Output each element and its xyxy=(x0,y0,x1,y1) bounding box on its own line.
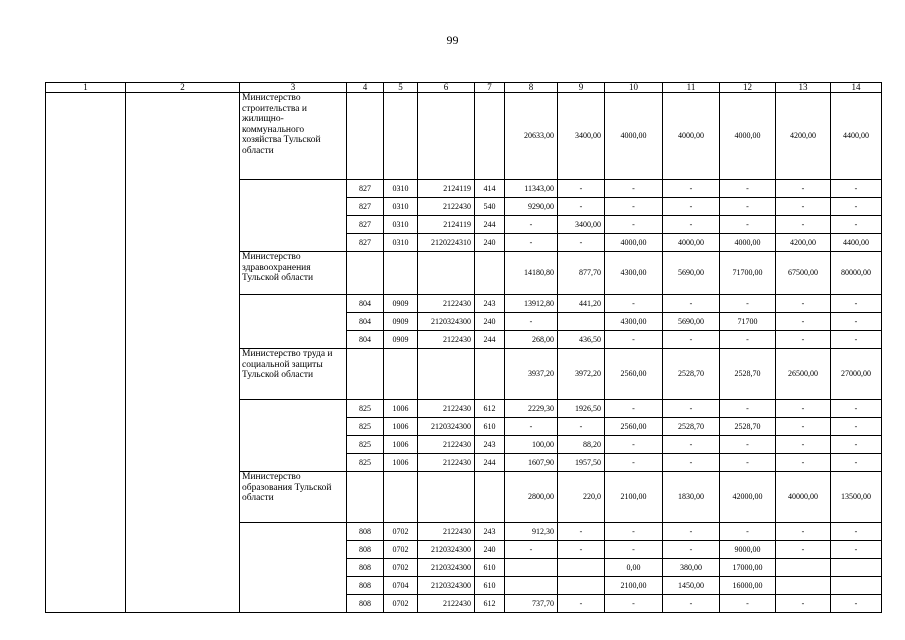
total-amount-cell: 4200,00 xyxy=(776,93,831,180)
amount-cell: 4000,00 xyxy=(720,234,776,252)
department-code: 825 xyxy=(347,400,384,418)
target-code: 2122430 xyxy=(418,198,475,216)
empty-code-cell xyxy=(384,252,418,295)
section-code: 0310 xyxy=(384,198,418,216)
target-code: 2124119 xyxy=(418,216,475,234)
amount-cell: - xyxy=(663,216,720,234)
amount-cell: - xyxy=(776,331,831,349)
empty-code-cell xyxy=(475,349,505,400)
section-code: 0702 xyxy=(384,559,418,577)
budget-table xyxy=(45,82,882,613)
amount-cell: 4300,00 xyxy=(605,313,663,331)
expense-type-code: 610 xyxy=(475,559,505,577)
target-code: 2122430 xyxy=(418,595,475,613)
column-number-cell: 12 xyxy=(720,83,776,93)
amount-cell: - xyxy=(720,436,776,454)
column-3-empty-cell xyxy=(240,523,347,613)
amount-cell: 3400,00 xyxy=(558,216,605,234)
amount-cell xyxy=(831,559,882,577)
amount-cell: - xyxy=(605,198,663,216)
amount-cell: 88,20 xyxy=(558,436,605,454)
empty-code-cell xyxy=(475,252,505,295)
department-code: 827 xyxy=(347,216,384,234)
page-number: 99 xyxy=(446,33,459,47)
total-amount-cell: 3400,00 xyxy=(558,93,605,180)
amount-cell: - xyxy=(831,541,882,559)
total-amount-cell: 26500,00 xyxy=(776,349,831,400)
section-code: 0310 xyxy=(384,180,418,198)
section-code: 0702 xyxy=(384,541,418,559)
expense-type-code: 240 xyxy=(475,234,505,252)
expense-type-code: 612 xyxy=(475,595,505,613)
section-code: 0909 xyxy=(384,313,418,331)
total-amount-cell: 40000,00 xyxy=(776,472,831,523)
column-number-cell: 9 xyxy=(558,83,605,93)
amount-cell: - xyxy=(663,541,720,559)
expense-type-code: 244 xyxy=(475,331,505,349)
amount-cell: - xyxy=(558,523,605,541)
column-3-empty-cell xyxy=(240,295,347,349)
expense-type-code: 610 xyxy=(475,418,505,436)
column-2-cell xyxy=(126,93,240,613)
amount-cell: - xyxy=(831,400,882,418)
amount-cell: - xyxy=(720,400,776,418)
amount-cell: - xyxy=(605,216,663,234)
total-amount-cell: 80000,00 xyxy=(831,252,882,295)
target-code: 2122430 xyxy=(418,523,475,541)
department-code: 825 xyxy=(347,436,384,454)
total-amount-cell: 27000,00 xyxy=(831,349,882,400)
amount-cell: - xyxy=(720,198,776,216)
column-number-cell: 4 xyxy=(347,83,384,93)
amount-cell: - xyxy=(505,216,558,234)
department-code: 808 xyxy=(347,523,384,541)
expense-type-code: 244 xyxy=(475,454,505,472)
section-code: 0702 xyxy=(384,595,418,613)
amount-cell: 16000,00 xyxy=(720,577,776,595)
amount-cell: - xyxy=(776,418,831,436)
total-amount-cell: 2528,70 xyxy=(720,349,776,400)
amount-cell: - xyxy=(776,595,831,613)
target-code: 2120324300 xyxy=(418,577,475,595)
total-amount-cell: 3937,20 xyxy=(505,349,558,400)
expense-type-code: 243 xyxy=(475,523,505,541)
section-code: 0704 xyxy=(384,577,418,595)
amount-cell: - xyxy=(720,180,776,198)
amount-cell: 912,30 xyxy=(505,523,558,541)
amount-cell: - xyxy=(831,454,882,472)
amount-cell: 436,50 xyxy=(558,331,605,349)
amount-cell: 4200,00 xyxy=(776,234,831,252)
expense-type-code: 240 xyxy=(475,541,505,559)
column-number-row xyxy=(46,83,882,93)
amount-cell: - xyxy=(605,523,663,541)
department-code: 827 xyxy=(347,198,384,216)
department-code: 808 xyxy=(347,541,384,559)
empty-code-cell xyxy=(418,252,475,295)
expense-type-code: 414 xyxy=(475,180,505,198)
ministry-name: Министерство здравоохранения Тульской области xyxy=(240,252,347,295)
amount-cell: 5690,00 xyxy=(663,313,720,331)
amount-cell: - xyxy=(831,295,882,313)
amount-cell: - xyxy=(720,595,776,613)
amount-cell: - xyxy=(720,523,776,541)
total-amount-cell: 67500,00 xyxy=(776,252,831,295)
amount-cell: - xyxy=(558,541,605,559)
ministry-total-row xyxy=(46,93,882,180)
column-3-empty-cell xyxy=(240,400,347,472)
amount-cell: 17000,00 xyxy=(720,559,776,577)
amount-cell: - xyxy=(605,454,663,472)
expense-type-code: 240 xyxy=(475,313,505,331)
amount-cell: - xyxy=(776,400,831,418)
amount-cell: - xyxy=(776,523,831,541)
empty-code-cell xyxy=(347,252,384,295)
empty-code-cell xyxy=(347,472,384,523)
target-code: 2122430 xyxy=(418,400,475,418)
section-code: 0310 xyxy=(384,216,418,234)
empty-code-cell xyxy=(384,349,418,400)
column-number-cell: 6 xyxy=(418,83,475,93)
empty-code-cell xyxy=(418,349,475,400)
empty-code-cell xyxy=(347,349,384,400)
amount-cell: - xyxy=(605,180,663,198)
amount-cell: - xyxy=(776,541,831,559)
column-number-cell: 11 xyxy=(663,83,720,93)
column-number-cell: 13 xyxy=(776,83,831,93)
expense-type-code: 610 xyxy=(475,577,505,595)
total-amount-cell: 2100,00 xyxy=(605,472,663,523)
amount-cell: 4000,00 xyxy=(663,234,720,252)
column-number-cell: 5 xyxy=(384,83,418,93)
amount-cell: 100,00 xyxy=(505,436,558,454)
amount-cell: - xyxy=(663,400,720,418)
department-code: 825 xyxy=(347,454,384,472)
amount-cell: - xyxy=(776,313,831,331)
column-number-cell: 2 xyxy=(126,83,240,93)
target-code: 2120224310 xyxy=(418,234,475,252)
empty-code-cell xyxy=(347,93,384,180)
department-code: 827 xyxy=(347,234,384,252)
amount-cell xyxy=(505,577,558,595)
target-code: 2120324300 xyxy=(418,541,475,559)
amount-cell: - xyxy=(605,331,663,349)
column-3-empty-cell xyxy=(240,180,347,252)
total-amount-cell: 877,70 xyxy=(558,252,605,295)
section-code: 1006 xyxy=(384,400,418,418)
department-code: 804 xyxy=(347,313,384,331)
amount-cell: - xyxy=(776,436,831,454)
expense-type-code: 243 xyxy=(475,295,505,313)
total-amount-cell: 2528,70 xyxy=(663,349,720,400)
amount-cell: - xyxy=(831,180,882,198)
ministry-name: Министерство труда и социальной защиты Тульской области xyxy=(240,349,347,400)
total-amount-cell: 13500,00 xyxy=(831,472,882,523)
amount-cell: - xyxy=(663,331,720,349)
total-amount-cell: 220,0 xyxy=(558,472,605,523)
empty-code-cell xyxy=(418,472,475,523)
amount-cell: - xyxy=(776,198,831,216)
empty-code-cell xyxy=(418,93,475,180)
amount-cell: - xyxy=(505,313,558,331)
total-amount-cell: 4000,00 xyxy=(663,93,720,180)
amount-cell: - xyxy=(831,331,882,349)
amount-cell: - xyxy=(663,595,720,613)
expense-type-code: 612 xyxy=(475,400,505,418)
department-code: 808 xyxy=(347,559,384,577)
amount-cell: - xyxy=(776,454,831,472)
amount-cell xyxy=(776,559,831,577)
section-code: 0909 xyxy=(384,295,418,313)
amount-cell: - xyxy=(720,331,776,349)
amount-cell: 1926,50 xyxy=(558,400,605,418)
section-code: 0909 xyxy=(384,331,418,349)
section-code: 1006 xyxy=(384,454,418,472)
empty-code-cell xyxy=(384,472,418,523)
amount-cell: 737,70 xyxy=(505,595,558,613)
amount-cell: - xyxy=(831,523,882,541)
total-amount-cell: 4000,00 xyxy=(605,93,663,180)
amount-cell: - xyxy=(663,523,720,541)
amount-cell: - xyxy=(558,595,605,613)
section-code: 1006 xyxy=(384,418,418,436)
total-amount-cell: 4300,00 xyxy=(605,252,663,295)
amount-cell: - xyxy=(505,541,558,559)
amount-cell: 11343,00 xyxy=(505,180,558,198)
amount-cell: 4400,00 xyxy=(831,234,882,252)
amount-cell: 1607,90 xyxy=(505,454,558,472)
expense-type-code: 243 xyxy=(475,436,505,454)
column-number-cell: 8 xyxy=(505,83,558,93)
target-code: 2122430 xyxy=(418,295,475,313)
amount-cell: 268,00 xyxy=(505,331,558,349)
empty-code-cell xyxy=(384,93,418,180)
amount-cell: - xyxy=(720,454,776,472)
section-code: 1006 xyxy=(384,436,418,454)
column-number-cell: 3 xyxy=(240,83,347,93)
amount-cell: - xyxy=(776,180,831,198)
amount-cell: - xyxy=(558,418,605,436)
empty-code-cell xyxy=(475,472,505,523)
target-code: 2124119 xyxy=(418,180,475,198)
amount-cell: - xyxy=(605,541,663,559)
amount-cell: - xyxy=(831,595,882,613)
target-code: 2120324300 xyxy=(418,313,475,331)
amount-cell: - xyxy=(605,295,663,313)
expense-type-code: 244 xyxy=(475,216,505,234)
total-amount-cell: 2800,00 xyxy=(505,472,558,523)
amount-cell: 0,00 xyxy=(605,559,663,577)
amount-cell: 2528,70 xyxy=(720,418,776,436)
amount-cell: - xyxy=(605,400,663,418)
amount-cell: 1450,00 xyxy=(663,577,720,595)
amount-cell: - xyxy=(663,180,720,198)
column-number-cell: 10 xyxy=(605,83,663,93)
amount-cell xyxy=(558,313,605,331)
amount-cell: - xyxy=(605,595,663,613)
amount-cell: - xyxy=(831,418,882,436)
amount-cell: - xyxy=(558,180,605,198)
expense-type-code: 540 xyxy=(475,198,505,216)
total-amount-cell: 2560,00 xyxy=(605,349,663,400)
total-amount-cell: 3972,20 xyxy=(558,349,605,400)
amount-cell: - xyxy=(720,216,776,234)
column-1-cell xyxy=(46,93,126,613)
target-code: 2122430 xyxy=(418,454,475,472)
target-code: 2120324300 xyxy=(418,418,475,436)
amount-cell: 2528,70 xyxy=(663,418,720,436)
total-amount-cell: 5690,00 xyxy=(663,252,720,295)
amount-cell: - xyxy=(558,198,605,216)
empty-code-cell xyxy=(475,93,505,180)
total-amount-cell: 14180,80 xyxy=(505,252,558,295)
amount-cell: 1957,50 xyxy=(558,454,605,472)
department-code: 825 xyxy=(347,418,384,436)
amount-cell: - xyxy=(831,198,882,216)
ministry-name: Министерство строительства и жилищно-коммунального хозяйства Тульской области xyxy=(240,93,347,180)
amount-cell: 441,20 xyxy=(558,295,605,313)
amount-cell: - xyxy=(663,295,720,313)
target-code: 2122430 xyxy=(418,436,475,454)
total-amount-cell: 4000,00 xyxy=(720,93,776,180)
amount-cell: - xyxy=(663,436,720,454)
department-code: 808 xyxy=(347,577,384,595)
amount-cell: - xyxy=(776,216,831,234)
department-code: 804 xyxy=(347,295,384,313)
total-amount-cell: 71700,00 xyxy=(720,252,776,295)
total-amount-cell: 42000,00 xyxy=(720,472,776,523)
department-code: 808 xyxy=(347,595,384,613)
department-code: 804 xyxy=(347,331,384,349)
amount-cell: - xyxy=(663,454,720,472)
amount-cell: 71700 xyxy=(720,313,776,331)
amount-cell xyxy=(776,577,831,595)
department-code: 827 xyxy=(347,180,384,198)
amount-cell xyxy=(831,577,882,595)
amount-cell xyxy=(558,559,605,577)
amount-cell: - xyxy=(605,436,663,454)
section-code: 0702 xyxy=(384,523,418,541)
amount-cell: 2560,00 xyxy=(605,418,663,436)
amount-cell xyxy=(505,559,558,577)
total-amount-cell: 4400,00 xyxy=(831,93,882,180)
amount-cell: 9000,00 xyxy=(720,541,776,559)
amount-cell: 380,00 xyxy=(663,559,720,577)
amount-cell: - xyxy=(831,436,882,454)
section-code: 0310 xyxy=(384,234,418,252)
column-number-cell: 14 xyxy=(831,83,882,93)
ministry-name: Министерство образования Тульской области xyxy=(240,472,347,523)
amount-cell: 9290,00 xyxy=(505,198,558,216)
amount-cell xyxy=(558,577,605,595)
amount-cell: 4000,00 xyxy=(605,234,663,252)
column-number-cell: 1 xyxy=(46,83,126,93)
amount-cell: - xyxy=(505,234,558,252)
amount-cell: 2100,00 xyxy=(605,577,663,595)
amount-cell: 13912,80 xyxy=(505,295,558,313)
amount-cell: - xyxy=(776,295,831,313)
total-amount-cell: 20633,00 xyxy=(505,93,558,180)
amount-cell: - xyxy=(663,198,720,216)
amount-cell: - xyxy=(505,418,558,436)
amount-cell: - xyxy=(558,234,605,252)
target-code: 2120324300 xyxy=(418,559,475,577)
amount-cell: 2229,30 xyxy=(505,400,558,418)
amount-cell: - xyxy=(831,313,882,331)
total-amount-cell: 1830,00 xyxy=(663,472,720,523)
amount-cell: - xyxy=(720,295,776,313)
amount-cell: - xyxy=(831,216,882,234)
column-number-cell: 7 xyxy=(475,83,505,93)
target-code: 2122430 xyxy=(418,331,475,349)
